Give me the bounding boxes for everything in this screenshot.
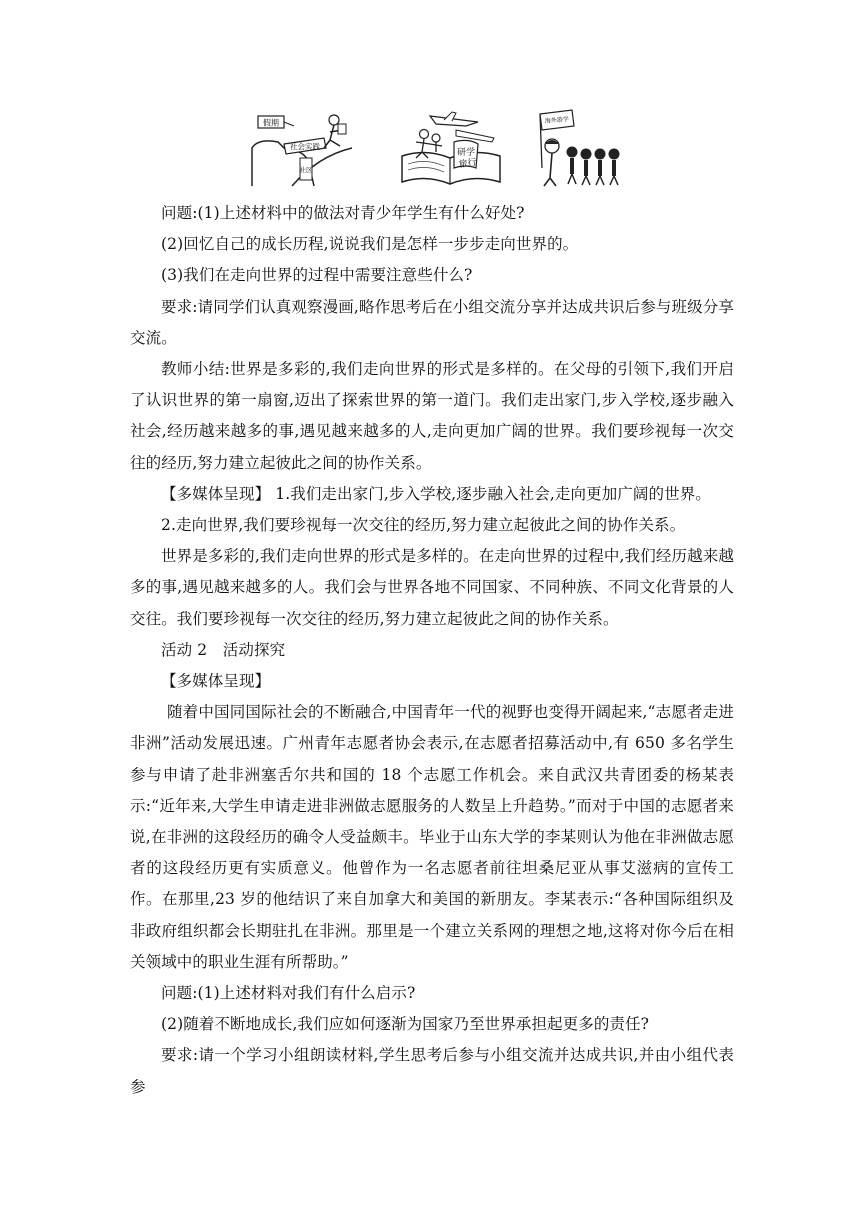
paragraph: 【多媒体呈现】 1.我们走出家门,步入学校,逐步融入社会,走向更加广阔的世界。 [161,484,711,503]
label-holiday: 假期 [263,118,279,128]
section-heading: 活动 2 活动探究 [161,640,286,659]
paragraph: (2)回忆自己的成长历程,说说我们是怎样一步步走向世界的。 [161,235,579,254]
paragraph: 问题:(1)上述材料中的做法对青少年学生有什么好处? [161,204,525,222]
paragraph: (2)随着不断地成长,我们应如何逐渐为国家乃至世界承担起更多的责任? [161,1015,650,1034]
label-social-practice: 社会实践 [290,142,320,151]
paragraph: 要求:请一个学习小组朗读材料,学生思考后参与小组交流并达成共识,并由小组代表参 [130,1046,734,1096]
document-body [130,198,734,1103]
label-overseas-study: 海外游学 [544,115,570,126]
paragraph: 【多媒体呈现】 [161,672,271,691]
overseas-study-cartoon [530,108,630,188]
paragraph: 2.走向世界,我们要珍视每一次交往的经历,努力建立起彼此之间的协作关系。 [161,516,686,535]
study-travel-cartoon [396,108,506,188]
label-community: 社区 [299,166,313,174]
paragraph: 要求:请同学们认真观察漫画,略作思考后在小组交流分享并达成共识后参与班级分享交流。 [130,297,734,347]
paragraph: 教师小结:世界是多彩的,我们走向世界的形式是多样的。在父母的引领下,我们开启了认识世界的第一扇窗,迈出了探索世界的第一道门。我们走出家门,步入学校,逐步融入社会,经历越来越多的事,遇见越来越多的人,走向更加广阔的世界。我们要珍视每一次交往的经历,努力建立起彼此之间的协作关系。 [130,360,734,472]
social-practice-cartoon [248,108,356,188]
label-travel: 旅行 [458,157,478,171]
paragraph: (3)我们在走向世界的过程中需要注意些什么? [161,266,473,285]
paragraph: 问题:(1)上述材料对我们有什么启示? [161,984,416,1003]
paragraph: 随着中国同国际社会的不断融合,中国青年一代的视野也变得开阔起来,“志愿者走进非洲”活动发展迅速。广州青年志愿者协会表示,在志愿者招募活动中,有 650 多名学生参与申请了赴非洲塞舌尔共和国的 18 个志愿工作机会。来自武汉共青团委的杨某表示:“近年来,大学生申请走进非洲做志愿服务的人数呈上升趋势。”而对于中国的志愿者来说,在非洲的这段经历的确令人受益颇丰。毕业于山东大学的李某则认为他在非洲做志愿者的这段经历更有实质意义。他曾作为一名志愿者前往坦桑尼亚从事艾滋病的宣传工作。在那里,23 岁的他结识了来自加拿大和美国的新朋友。李某表示:“各种国际组织及非政府组织都会长期驻扎在非洲。那里是一个建立关系网的理想之地,这将对你今后在相关领域中的职业生涯有所帮助。” [130,703,734,971]
paragraph: 世界是多彩的,我们走向世界的形式是多样的。在走向世界的过程中,我们经历越来越多的事,遇见越来越多的人。我们会与世界各地不同国家、不同种族、不同文化背景的人交往。我们要珍视每一次交往的经历,努力建立起彼此之间的协作关系。 [130,547,734,628]
label-study: 研学 [456,148,476,158]
cartoon-strip [248,108,628,188]
